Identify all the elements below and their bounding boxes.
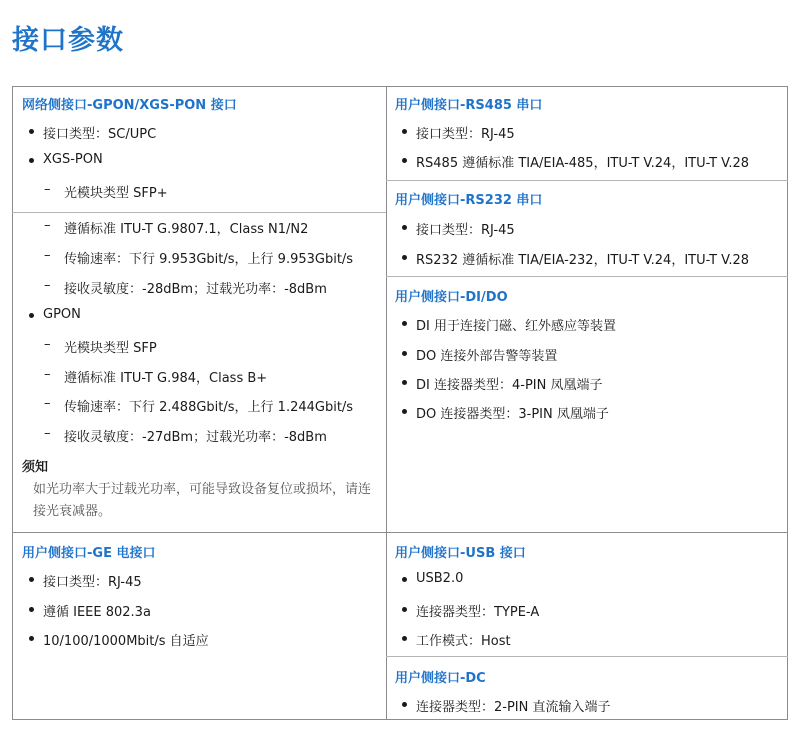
list-item: DO 连接外部告警等装置 xyxy=(416,345,557,364)
list-item: GPON xyxy=(43,307,81,322)
sub-list-item: – 光模块类型 SFP xyxy=(64,337,157,356)
list-item: 10/100/1000Mbit/s 自适应 xyxy=(43,630,209,649)
note-title: 须知 xyxy=(22,460,49,475)
list-item: DI 连接器类型：4-PIN 凤凰端子 xyxy=(416,374,602,393)
list-item: 连接器类型：TYPE-A xyxy=(416,601,539,620)
rs485-section-header: 用户侧接口-RS485 串口 xyxy=(395,98,543,113)
sub-list-item: – 遵循标准 ITU-T G.984，Class B+ xyxy=(64,367,267,386)
column-divider xyxy=(386,86,387,720)
list-item: 遵循 IEEE 802.3a xyxy=(43,601,151,620)
list-item: 接口类型：RJ-45 xyxy=(416,219,515,238)
gpon-section-header: 网络侧接口-GPON/XGS-PON 接口 xyxy=(22,98,237,113)
dc-section-header: 用户侧接口-DC xyxy=(395,671,486,686)
row-divider xyxy=(386,276,788,277)
note-text: 如光功率大于过载光功率，可能导致设备复位或损坏，请连接光衰减器。 xyxy=(33,482,372,519)
sub-list-item: – 遵循标准 ITU-T G.9807.1，Class N1/N2 xyxy=(64,218,308,237)
list-item: DO 连接器类型：3-PIN 凤凰端子 xyxy=(416,403,609,422)
list-item: DI 用于连接门磁、红外感应等装置 xyxy=(416,315,616,334)
list-item: 工作模式：Host xyxy=(416,630,511,649)
list-item: 接口类型：RJ-45 xyxy=(43,571,142,590)
list-item: 接口类型：RJ-45 xyxy=(416,123,515,142)
sub-list-item: – 光模块类型 SFP+ xyxy=(64,182,168,201)
list-item: 接口类型：SC/UPC xyxy=(43,123,156,142)
row-divider xyxy=(386,180,788,181)
list-item: RS232 遵循标准 TIA/EIA-232，ITU-T V.24，ITU-T V.28 xyxy=(416,249,749,268)
list-item: RS485 遵循标准 TIA/EIA-485，ITU-T V.24，ITU-T V.28 xyxy=(416,152,749,171)
list-item: 连接器类型：2-PIN 直流输入端子 xyxy=(416,696,611,715)
list-item: USB2.0 xyxy=(416,571,464,586)
ge-section-header: 用户侧接口-GE 电接口 xyxy=(22,546,156,561)
sub-list-item: – 接收灵敏度：-28dBm；过载光功率：-8dBm xyxy=(64,278,327,297)
sub-list-item: – 传输速率：下行 2.488Gbit/s，上行 1.244Gbit/s xyxy=(64,396,353,415)
sub-list-item: – 传输速率：下行 9.953Gbit/s，上行 9.953Gbit/s xyxy=(64,248,353,267)
row-divider xyxy=(386,656,788,657)
list-item: XGS-PON xyxy=(43,152,103,167)
usb-section-header: 用户侧接口-USB 接口 xyxy=(395,546,526,561)
row-divider xyxy=(12,532,788,533)
sub-list-item: – 接收灵敏度：-27dBm；过载光功率：-8dBm xyxy=(64,426,327,445)
page-title: 接口参数 xyxy=(12,25,124,56)
dido-section-header: 用户侧接口-DI/DO xyxy=(395,290,508,305)
row-divider xyxy=(12,212,386,213)
rs232-section-header: 用户侧接口-RS232 串口 xyxy=(395,193,543,208)
